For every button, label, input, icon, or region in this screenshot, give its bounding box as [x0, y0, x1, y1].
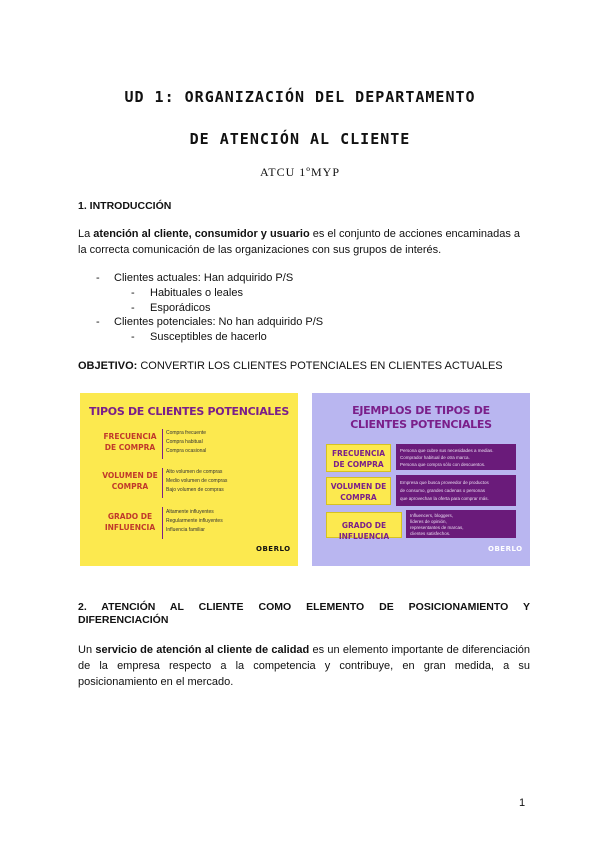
infographic-ejemplos-clientes: [312, 393, 530, 566]
intro-text-bold: atención al cliente, consumidor y usuario: [93, 228, 310, 240]
bullet-text: Medio volumen de compras: [166, 478, 228, 484]
list-item: Clientes actuales: Han adquirido P/S: [114, 272, 294, 284]
section-heading-introduccion: 1. INTRODUCCIÓN: [78, 200, 172, 212]
category-label: GRADO DE INFLUENCIA: [104, 512, 156, 532]
example-text: Influencers, bloggers,: [410, 513, 454, 518]
section2-text-post: es un elemento importante de diferenciación de la empresa respecto a la competencia y contribuye, en gran medida, a su posicionamiento en el mercado.: [78, 644, 531, 688]
bullet-text: Altamente influyentes: [166, 509, 214, 515]
section-heading-atencion-cliente-line2: DIFERENCIACIÓN: [78, 614, 169, 626]
document-subtitle: ATCU 1ºMYP: [259, 165, 341, 179]
objetivo-line: [78, 360, 503, 372]
example-text: Persona que compra sólo con descuentos.: [400, 462, 486, 467]
bullet-text: Influencia familiar: [166, 527, 205, 533]
list-item: Esporádicos: [150, 302, 211, 314]
objetivo-text: CONVERTIR LOS CLIENTES POTENCIALES EN CLIENTES ACTUALES: [137, 360, 503, 372]
category-label: VOLUMEN DE COMPRA: [330, 482, 387, 502]
example-text: clientes satisfechos.: [410, 531, 451, 536]
bullet-text: Bajo volumen de compras: [166, 487, 224, 493]
intro-paragraph: [78, 226, 530, 258]
example-text: Comprador habitual de otra marca.: [400, 455, 470, 460]
list-bullet: -: [96, 316, 100, 328]
category-label: VOLUMEN DE COMPRA: [102, 471, 158, 491]
oberlo-logo: OBERLO: [256, 545, 291, 553]
example-box: [396, 444, 516, 470]
section-heading-atencion-cliente: 2. ATENCIÓN AL CLIENTE COMO ELEMENTO DE POSICIONAMIENTO Y: [78, 601, 530, 613]
example-text: de consumo, grandes cadenas o personas: [400, 488, 486, 493]
divider-line: [162, 507, 163, 539]
list-item: Susceptibles de hacerlo: [150, 331, 267, 343]
document-title-line2: DE ATENCIÓN AL CLIENTE: [189, 130, 411, 148]
intro-text-post: es el conjunto de acciones encaminadas a la correcta comunicación de las organizaciones con sus grupos de interés.: [78, 228, 521, 256]
bullet-text: Regularmente influyentes: [166, 518, 223, 524]
example-box: [396, 475, 516, 506]
category-box: [326, 444, 391, 472]
category-box: [326, 477, 391, 505]
example-text: líderes de opinión,: [410, 519, 447, 524]
example-text: Persona que cubre sus necesidades a medias.: [400, 448, 494, 453]
example-text: que aprovechan la oferta para comprar más.: [400, 496, 489, 501]
infographic-tipos-clientes: [80, 393, 298, 566]
list-bullet: -: [131, 302, 135, 314]
infographic-title: TIPOS DE CLIENTES POTENCIALES: [89, 405, 289, 418]
section2-text-pre: Un: [78, 644, 96, 656]
bullet-text: Alto volumen de compras: [166, 469, 223, 475]
list-bullet: -: [96, 272, 100, 284]
category-label: FRECUENCIA DE COMPRA: [331, 449, 386, 469]
divider-line: [162, 468, 163, 498]
example-box: [406, 510, 516, 538]
example-text: representantes de marcas,: [410, 525, 464, 530]
infographic-title: EJEMPLOS DE TIPOS DE CLIENTES POTENCIALES: [350, 404, 492, 431]
oberlo-logo: OBERLO: [488, 545, 523, 553]
example-text: Empresa que busca proveedor de productos: [400, 480, 489, 485]
list-bullet: -: [131, 331, 135, 343]
bullet-text: Compra frecuente: [166, 430, 207, 436]
document-title-line1: UD 1: ORGANIZACIÓN DEL DEPARTAMENTO: [124, 88, 476, 106]
bullet-text: Compra ocasional: [166, 448, 207, 454]
list-bullet: -: [131, 287, 135, 299]
intro-text-pre: La: [78, 228, 94, 240]
list-item: Clientes potenciales: No han adquirido P/S: [114, 316, 324, 328]
list-item: Habituales o leales: [150, 287, 243, 299]
bullet-text: Compra habitual: [166, 439, 203, 445]
divider-line: [162, 429, 163, 459]
category-box: [326, 512, 402, 541]
page-number: 1: [519, 797, 526, 809]
section2-text-bold: servicio de atención al cliente de calidad: [95, 644, 310, 656]
category-label: GRADO DE INFLUENCIA: [338, 521, 390, 541]
section2-paragraph: [78, 642, 530, 690]
category-label: FRECUENCIA DE COMPRA: [103, 432, 157, 452]
objetivo-label: OBJETIVO:: [78, 360, 138, 372]
